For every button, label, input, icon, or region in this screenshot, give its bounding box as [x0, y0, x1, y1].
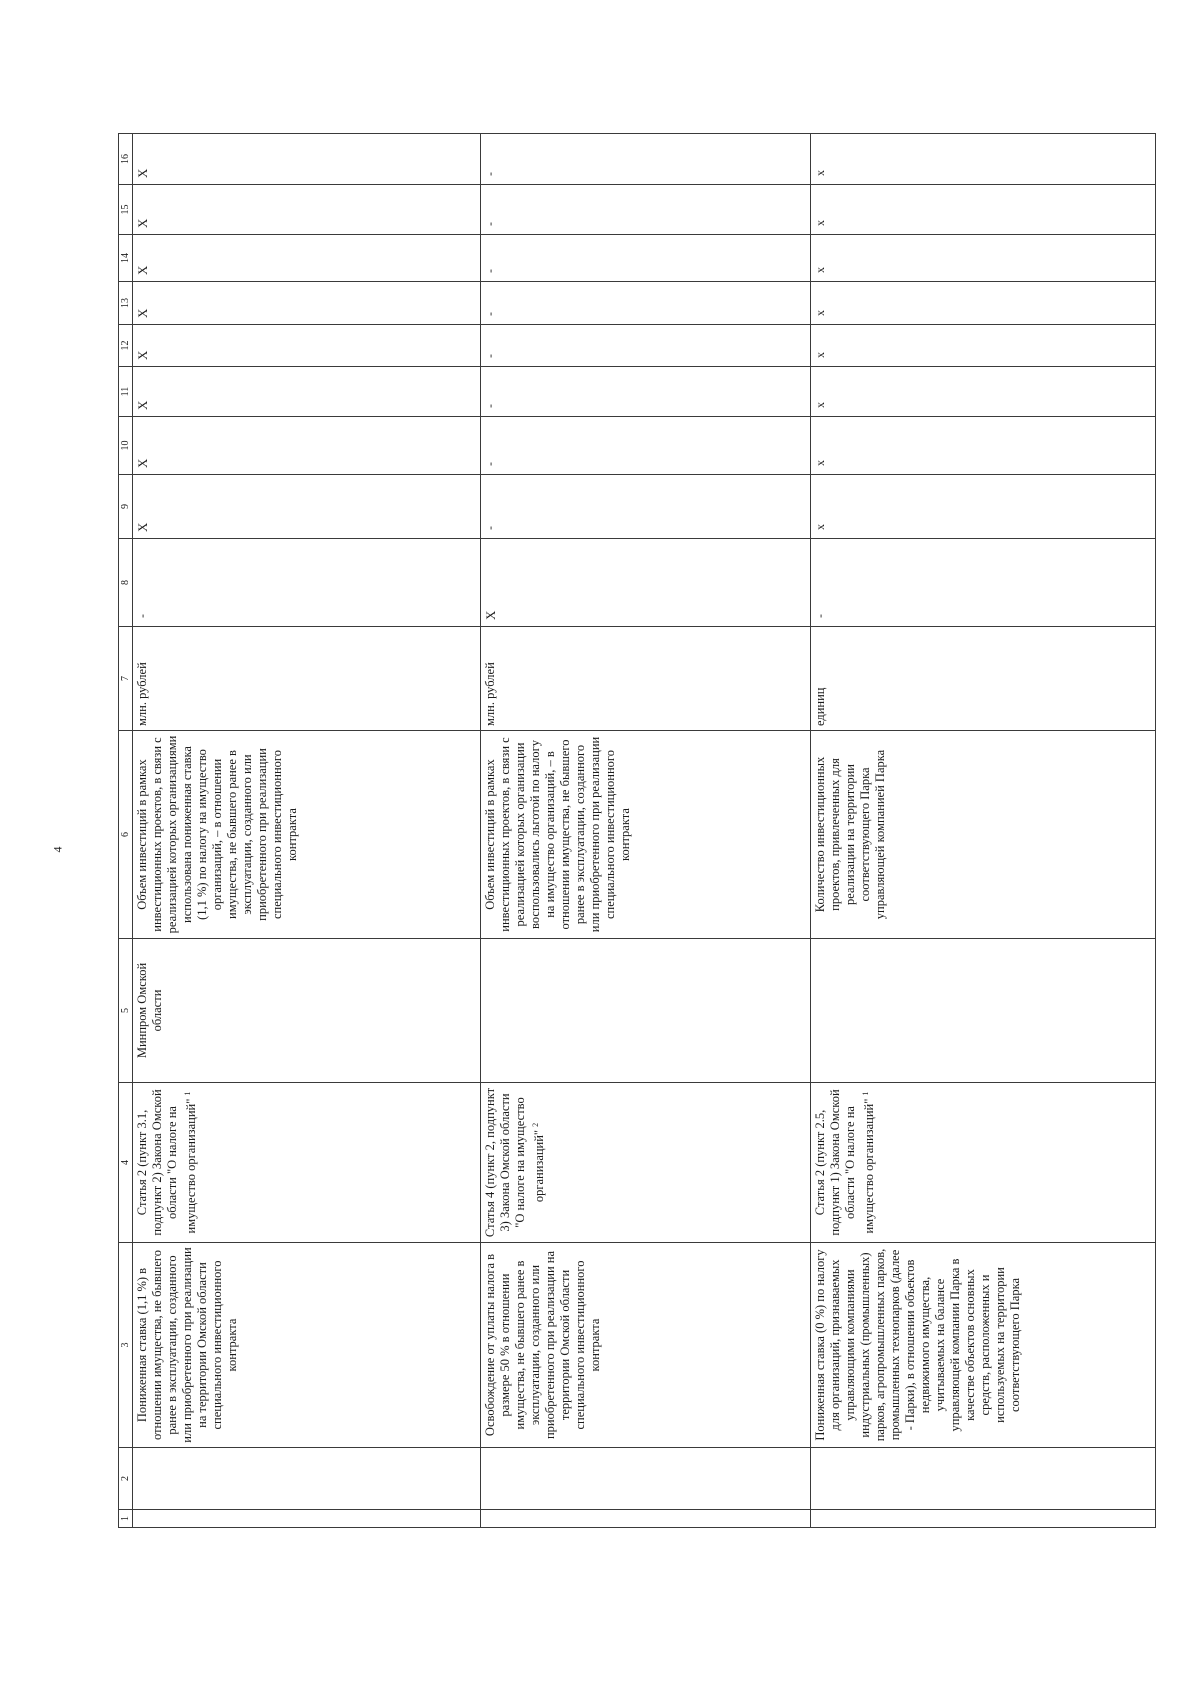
column-number: 15 [119, 185, 133, 235]
footnote-marker: 2 [531, 1122, 540, 1127]
column-number: 7 [119, 627, 133, 731]
column-number-row [119, 134, 133, 1528]
cell-mark: X [133, 475, 481, 539]
column-number: 5 [119, 939, 133, 1083]
column-number: 3 [119, 1243, 133, 1448]
cell-mark: X [133, 282, 481, 325]
cell-mark: x [811, 475, 1156, 539]
cell-benefit-description: Пониженная ставка (0 %) по налогу для организаций, признаваемых управляющими компаниями индустриальных (промышленных) парков, агропромышленных парков, промышленных технопарков (далее - Парки), в отношении объектов недвижимого имущества, учитываемых на балансе управляющей компании Парка в качестве объектов основных средств, расположенных и используемых на территории соответствующего Парка [811, 1243, 1156, 1448]
cell-mark: X [133, 367, 481, 417]
column-number: 12 [119, 325, 133, 367]
cell-name [133, 1448, 481, 1510]
cell-mark: x [811, 185, 1156, 235]
cell-curator [811, 939, 1156, 1083]
cell-curator: Минпром Омской области [133, 939, 481, 1083]
table-row [811, 134, 1156, 1528]
table-frame [118, 154, 1149, 1528]
legal-basis-text: Статья 2 (пункт 2.5, подпункт 1) Закона Омской области "О налоге на имущество организаций" [813, 1089, 877, 1236]
cell-curator [481, 939, 811, 1083]
cell-name [811, 1448, 1156, 1510]
cell-mark: - [481, 185, 811, 235]
cell-mark: - [481, 282, 811, 325]
legal-basis-text: Статья 4 (пункт 2, подпункт 3) Закона Омской области "О налоге на имущество организаций" [483, 1087, 547, 1238]
cell-value: - [133, 539, 481, 627]
cell-number [481, 1510, 811, 1528]
column-number: 16 [119, 134, 133, 185]
cell-legal-basis [481, 1083, 811, 1243]
cell-unit: млн. рублей [133, 627, 481, 731]
cell-mark: x [811, 417, 1156, 475]
column-number: 11 [119, 367, 133, 417]
column-number: 8 [119, 539, 133, 627]
page-number: 4 [50, 846, 65, 853]
legal-basis-text: Статья 2 (пункт 3.1, подпункт 2) Закона Омской области "О налоге на имущество организаций" [135, 1089, 199, 1236]
cell-mark: X [133, 235, 481, 282]
column-number: 4 [119, 1083, 133, 1243]
cell-mark: X [133, 417, 481, 475]
cell-value: X [481, 539, 811, 627]
footnote-marker: 1 [861, 1091, 870, 1096]
cell-unit: млн. рублей [481, 627, 811, 731]
column-number: 14 [119, 235, 133, 282]
cell-mark: - [481, 235, 811, 282]
cell-mark: - [481, 325, 811, 367]
cell-indicator: Объем инвестиций в рамках инвестиционных проектов, в связи с реализацией которых организациями использована пониженная ставка (1,1 %) по налогу на имущество организаций, – в отношении имущества, не бывшего ранее в эксплуатации, созданного или приобретенного при реализации специального инвестиционного контракта [133, 731, 481, 939]
cell-mark: X [133, 325, 481, 367]
column-number: 2 [119, 1448, 133, 1510]
cell-legal-basis [133, 1083, 481, 1243]
cell-indicator: Объем инвестиций в рамках инвестиционных проектов, в связи с реализацией которых организации воспользовались льготой по налогу на имущество организаций, – в отношении имущества, не бывшего ранее в эксплуатации, созданного или приобретенного при реализации специального инвестиционного контракта [481, 731, 811, 939]
cell-mark: - [481, 417, 811, 475]
footnote-marker: 1 [183, 1091, 192, 1096]
cell-name [481, 1448, 811, 1510]
cell-indicator: Количество инвестиционных проектов, привлеченных для реализации на территории соответствующего Парка управляющей компанией Парка [811, 731, 1156, 939]
cell-mark: X [133, 185, 481, 235]
column-number: 6 [119, 731, 133, 939]
cell-mark: - [481, 475, 811, 539]
cell-value: - [811, 539, 1156, 627]
cell-mark: x [811, 325, 1156, 367]
table-row [481, 134, 811, 1528]
cell-mark: x [811, 367, 1156, 417]
cell-mark: X [133, 134, 481, 185]
column-number: 13 [119, 282, 133, 325]
indicators-table [118, 133, 1156, 1528]
column-number: 9 [119, 475, 133, 539]
rotated-table-container [118, 154, 1149, 1528]
cell-unit: единиц [811, 627, 1156, 731]
cell-mark: x [811, 235, 1156, 282]
cell-mark: - [481, 134, 811, 185]
cell-benefit-description: Освобождение от уплаты налога в размере 50 % в отношении имущества, не бывшего ранее в эксплуатации, созданного или приобретенного при реализации на территории Омской области специального инвестиционного контракта [481, 1243, 811, 1448]
cell-mark: - [481, 367, 811, 417]
column-number: 10 [119, 417, 133, 475]
cell-mark: x [811, 134, 1156, 185]
cell-number [811, 1510, 1156, 1528]
cell-mark: x [811, 282, 1156, 325]
cell-number [133, 1510, 481, 1528]
column-number: 1 [119, 1510, 133, 1528]
cell-legal-basis [811, 1083, 1156, 1243]
table-row [133, 134, 481, 1528]
cell-benefit-description: Пониженная ставка (1,1 %) в отношении имущества, не бывшего ранее в эксплуатации, созданного или приобретенного при реализации на территории Омской области специального инвестиционного контракта [133, 1243, 481, 1448]
